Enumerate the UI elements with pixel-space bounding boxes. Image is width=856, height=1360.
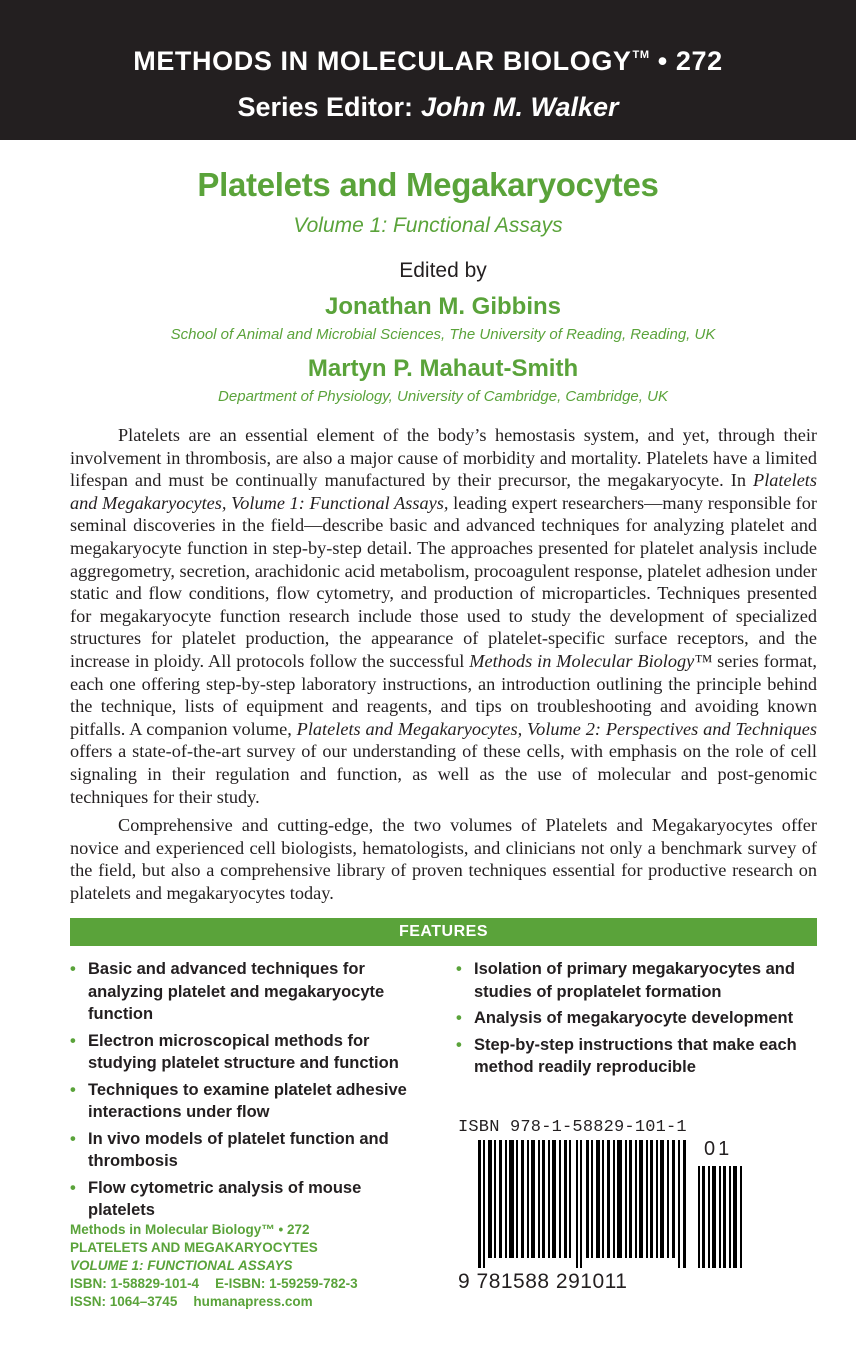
feature-text: In vivo models of platelet function and thrombosis	[88, 1129, 389, 1170]
feature-item	[70, 1030, 430, 1075]
feature-text: Basic and advanced techniques for analyzing platelet and megakaryocyte function	[88, 960, 385, 1023]
separator-bullet: •	[657, 46, 668, 76]
description-text: Platelets are an essential element of the body’s hemostasis system, and yet, through their involvement in thrombosis, are also a major cause of morbidity and mortality. Platelets have a limited lifespan and must be continually manufactured by their precursor, the megakaryocyte. In	[70, 425, 817, 491]
bullet-icon: •	[456, 960, 462, 978]
series-title-line	[0, 46, 856, 77]
feature-item	[70, 958, 430, 1026]
description-text: series format, each one offering step-by-step laboratory instructions, an introduction outlining the principle behind the technique, lists of equipment and reagents, and tips on troubleshooting and avoiding known pitfalls. A companion volume,	[70, 650, 817, 739]
feature-text: Flow cytometric analysis of mouse platelets	[88, 1178, 362, 1219]
series-editor-line	[0, 92, 856, 123]
description-companion-title: Platelets and Megakaryocytes, Volume 2: Perspectives and Techniques	[296, 718, 817, 739]
series-header-bar	[0, 0, 856, 140]
footer-eisbn: E-ISBN: 1-59259-782-3	[215, 1276, 358, 1291]
bullet-icon: •	[70, 960, 76, 978]
editor-affiliation-2: Department of Physiology, University of Cambridge, Cambridge, UK	[218, 388, 668, 405]
feature-text: Analysis of megakaryocyte development	[474, 1009, 794, 1027]
isbn-barcode	[458, 1118, 748, 1298]
feature-item	[70, 1177, 430, 1222]
description-text: leading expert researchers—many responsible for seminal discoveries in the field—describe basic and advanced techniques for analyzing platelet and megakaryocyte function in step-by-step detail. The approaches presented for platelet analysis include aggregometry, secretion, arachidonic acid metabolism, procoagulent response, platelet adhesion under static and flow conditions, flow cytometry, and production of microparticles. Techniques presented for megakaryocyte function research include those used to study the development of specialized structures for platelet production, the appearance of platelet-specific surface receptors, and the increase in ploidy. All protocols follow the successful	[70, 492, 817, 671]
bullet-icon: •	[70, 1031, 76, 1050]
barcode-addon-number: 01	[704, 1138, 733, 1160]
footer-title: PLATELETS AND MEGAKARYOCYTES	[70, 1240, 318, 1255]
features-list-left	[70, 958, 430, 1226]
feature-item	[70, 1128, 430, 1173]
trademark-mark: TM	[632, 49, 650, 61]
book-description	[70, 424, 817, 904]
barcode-bars	[478, 1140, 690, 1268]
footer-issn-line	[70, 1293, 358, 1311]
feature-item	[456, 1007, 817, 1030]
feature-item	[70, 1079, 430, 1124]
footer-isbn-line	[70, 1275, 358, 1293]
series-editor-name: John M. Walker	[421, 92, 619, 122]
feature-item	[456, 1034, 817, 1079]
edited-by-label: Edited by	[399, 259, 487, 282]
bullet-icon: •	[70, 1178, 76, 1197]
series-title: METHODS IN MOLECULAR BIOLOGY	[133, 46, 632, 76]
features-heading: FEATURES	[70, 918, 817, 946]
footer-isbn: ISBN: 1-58829-101-4	[70, 1276, 200, 1291]
bullet-icon: •	[70, 1080, 76, 1099]
description-series-name: Methods in Molecular Biology™	[469, 650, 713, 671]
footer-volume: VOLUME 1: FUNCTIONAL ASSAYS	[70, 1258, 293, 1273]
footer-series: Methods in Molecular Biology™ • 272	[70, 1222, 310, 1237]
description-paragraph-1	[70, 424, 817, 808]
feature-text: Isolation of primary megakaryocytes and studies of proplatelet formation	[474, 960, 795, 1001]
isbn-barcode-label: ISBN 978-1-58829-101-1	[458, 1118, 687, 1137]
barcode-digits: 9 781588 291011	[458, 1270, 628, 1293]
editor-name-2: Martyn P. Mahaut-Smith	[307, 355, 579, 382]
features-list-right	[456, 958, 817, 1083]
footer-issn: ISSN: 1064–3745	[70, 1294, 178, 1309]
bullet-icon: •	[456, 1035, 462, 1054]
publication-info	[70, 1221, 358, 1311]
feature-text: Step-by-step instructions that make each method readily reproducible	[474, 1035, 797, 1076]
bullet-icon: •	[70, 1129, 76, 1148]
book-subtitle: Volume 1: Functional Assays	[293, 214, 563, 237]
series-editor-label: Series Editor:	[237, 92, 413, 122]
editor-name-1: Jonathan M. Gibbins	[324, 293, 561, 320]
description-paragraph-2: Comprehensive and cutting-edge, the two volumes of Platelets and Megakaryocytes offer novice and experienced cell biologists, hematologists, and clinicians not only a benchmark survey of the field, but also a comprehensive library of proven techniques essential for productive research on platelets and megakaryocytes today.	[70, 815, 817, 903]
description-book-title: Platelets and Megakaryocytes, Volume 1: Functional Assays,	[70, 470, 817, 513]
volume-number: 272	[675, 46, 723, 76]
feature-item	[456, 958, 817, 1003]
publisher-website: humanapress.com	[193, 1294, 313, 1309]
editor-affiliation-1: School of Animal and Microbial Sciences, The University of Reading, Reading, UK	[170, 326, 716, 343]
bullet-icon: •	[456, 1009, 462, 1027]
feature-text: Techniques to examine platelet adhesive interactions under flow	[88, 1080, 407, 1121]
description-text: offers a state-of-the-art survey of our understanding of these cells, with emphasis on the role of cell signaling in their regulation and function, as well as the use of molecular and post-genomic techniques for their study.	[70, 741, 817, 807]
feature-text: Electron microscopical methods for studying platelet structure and function	[88, 1031, 399, 1072]
book-title: Platelets and Megakaryocytes	[197, 166, 659, 203]
